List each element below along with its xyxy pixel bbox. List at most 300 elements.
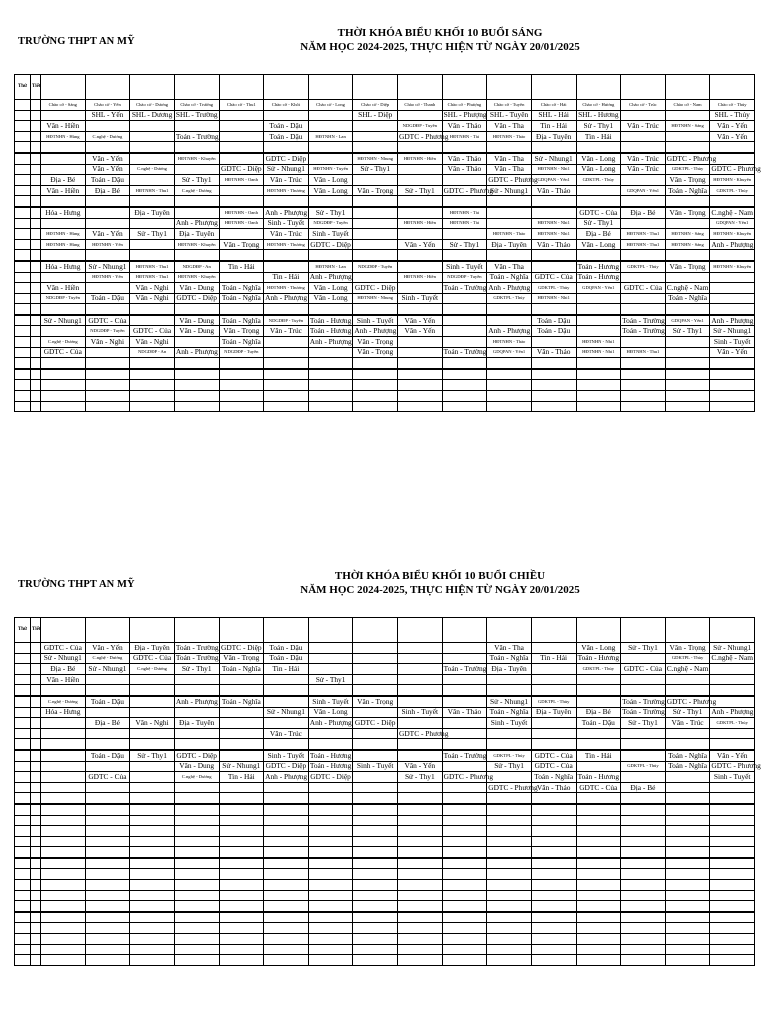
class-column-header (576, 75, 621, 100)
schedule-cell (308, 196, 353, 207)
schedule-cell (665, 218, 710, 229)
schedule-cell (219, 826, 264, 837)
schedule-cell (130, 912, 175, 923)
schedule-cell (398, 718, 443, 729)
schedule-cell: HĐTNHN - Oanh (219, 218, 264, 229)
schedule-cell (531, 880, 576, 891)
schedule-cell (621, 391, 666, 402)
schedule-cell (398, 164, 443, 175)
schedule-cell (85, 912, 130, 923)
schedule-cell (174, 358, 219, 369)
day-cell (15, 718, 31, 729)
schedule-cell: C.nghệ - Dương (85, 131, 130, 142)
schedule-cell (41, 793, 86, 804)
schedule-cell (264, 858, 309, 869)
schedule-cell (531, 739, 576, 750)
schedule-cell: GDTC - Của (85, 315, 130, 326)
schedule-cell (442, 815, 487, 826)
table-row (15, 315, 755, 326)
schedule-cell (487, 836, 532, 847)
schedule-cell: HĐTNHN - Lan (308, 261, 353, 272)
schedule-cell: HĐTNHN - Thương (264, 283, 309, 294)
schedule-cell (174, 944, 219, 955)
schedule-cell (442, 901, 487, 912)
schedule-cell (219, 739, 264, 750)
period-cell (31, 847, 41, 858)
schedule-cell (531, 207, 576, 218)
schedule-cell: Địa - Bé (41, 664, 86, 675)
schedule-cell: GDTC - Diệp (220, 642, 262, 652)
schedule-cell (576, 826, 621, 837)
schedule-cell (442, 858, 487, 869)
schedule-cell: Chào cờ - Trúc (621, 100, 666, 111)
schedule-cell: HĐTNHN - Hùng (41, 131, 86, 142)
schedule-cell: GDKTPL - Thủy (665, 164, 710, 175)
schedule-cell (710, 955, 755, 966)
schedule-cell: Anh - Phượng (309, 336, 352, 346)
schedule-cell (576, 955, 621, 966)
title-line-2: NĂM HỌC 2024-2025, THỰC HIỆN TỪ NGÀY 20/01/2025 (300, 41, 580, 53)
schedule-cell: Văn - Trúc (621, 164, 666, 175)
schedule-cell (398, 664, 443, 675)
schedule-cell: Toán - Nghĩa (665, 185, 710, 196)
schedule-cell (41, 110, 86, 121)
schedule-cell (130, 944, 175, 955)
schedule-cell (264, 826, 309, 837)
schedule-cell: Toán - Trường (175, 653, 219, 663)
schedule-cell (85, 955, 130, 966)
table-row (15, 728, 755, 739)
schedule-cell (264, 685, 309, 696)
class-column-header (531, 618, 576, 643)
schedule-cell (710, 923, 755, 934)
schedule-cell (219, 391, 264, 402)
class-column-header (442, 75, 487, 100)
schedule-cell: GDTC - Của (621, 664, 666, 675)
schedule-cell (85, 304, 130, 315)
table-row (15, 912, 755, 923)
schedule-cell (85, 142, 130, 153)
schedule-cell (130, 401, 175, 412)
schedule-cell (219, 674, 264, 685)
schedule-cell: Toán - Hương (309, 761, 352, 771)
schedule-cell (41, 164, 86, 175)
schedule-cell (41, 391, 86, 402)
period-cell (31, 196, 41, 207)
schedule-cell (531, 826, 576, 837)
table-row (15, 858, 755, 869)
schedule-cell (219, 934, 264, 945)
schedule-cell (85, 847, 130, 858)
schedule-cell (621, 901, 666, 912)
day-cell (15, 164, 31, 175)
schedule-cell (353, 358, 398, 369)
schedule-cell (41, 955, 86, 966)
table-row (15, 347, 755, 358)
schedule-cell: Văn - Trọng (353, 337, 398, 348)
schedule-cell (264, 890, 309, 901)
schedule-cell: HĐTNHN - Thu1 (621, 347, 666, 358)
schedule-cell (219, 793, 264, 804)
schedule-cell: Sử - Nhung1 (41, 315, 86, 326)
schedule-cell: Toán - Nghĩa (219, 315, 264, 326)
day-cell (15, 326, 31, 337)
schedule-cell (665, 934, 710, 945)
schedule-cell: GDQPAN - Yến1 (621, 185, 666, 196)
schedule-cell (85, 815, 130, 826)
schedule-cell: Địa - Tuyên (174, 718, 219, 729)
schedule-cell (41, 815, 86, 826)
schedule-cell (531, 815, 576, 826)
schedule-cell: GDQPAN - Yến1 (576, 283, 621, 294)
schedule-cell (442, 326, 487, 337)
table-row (15, 164, 755, 175)
schedule-cell (398, 304, 443, 315)
schedule-cell (710, 944, 755, 955)
schedule-cell (353, 934, 398, 945)
table-row (15, 674, 755, 685)
schedule-cell: HĐTNHN - Oanh (219, 207, 264, 218)
table-row (15, 696, 755, 707)
schedule-cell (85, 739, 130, 750)
schedule-cell (621, 890, 666, 901)
schedule-cell: Toán - Trường (622, 707, 665, 717)
schedule-cell: C.nghệ - Nam (711, 207, 754, 217)
schedule-cell: Văn - Long (308, 283, 353, 294)
schedule-cell: Văn - Yến (85, 229, 130, 240)
class-column-header (353, 618, 398, 643)
schedule-cell: NDGDĐP - Tuyền (219, 347, 264, 358)
schedule-cell (264, 304, 309, 315)
schedule-cell: HĐTNHN - Hiền (398, 272, 443, 283)
schedule-cell (85, 380, 130, 391)
schedule-cell (487, 901, 532, 912)
schedule-cell (264, 674, 309, 685)
day-cell (15, 912, 31, 923)
schedule-cell (442, 315, 487, 326)
schedule-cell (264, 782, 309, 793)
schedule-cell (353, 218, 398, 229)
day-cell (15, 131, 31, 142)
schedule-cell (665, 380, 710, 391)
schedule-cell: Toán - Hương (577, 272, 620, 282)
schedule-cell (130, 358, 175, 369)
schedule-cell (130, 955, 175, 966)
day-column-header: Thứ (15, 618, 31, 643)
schedule-cell (621, 293, 666, 304)
schedule-cell (665, 869, 710, 880)
schedule-cell (130, 772, 175, 783)
schedule-cell: Văn - Nghi (85, 337, 130, 348)
schedule-cell: Sử - Nhung1 (85, 261, 130, 272)
schedule-cell (219, 815, 264, 826)
schedule-cell (398, 283, 443, 294)
schedule-cell: Sử - Nhung1 (710, 643, 755, 654)
schedule-cell (308, 826, 353, 837)
schedule-cell (398, 793, 443, 804)
schedule-cell (531, 196, 576, 207)
schedule-cell: Toán - Nghĩa (487, 272, 532, 283)
schedule-cell (219, 782, 264, 793)
schedule-cell: Địa - Tuyên (531, 131, 576, 142)
schedule-cell (531, 664, 576, 675)
schedule-cell (442, 793, 487, 804)
schedule-cell (219, 380, 264, 391)
schedule-cell: Địa - Tuyên (531, 707, 576, 718)
schedule-cell (264, 347, 309, 358)
schedule-cell (353, 772, 398, 783)
schedule-cell (353, 901, 398, 912)
schedule-cell (85, 685, 130, 696)
day-cell (15, 955, 31, 966)
schedule-cell (398, 674, 443, 685)
schedule-cell: Tin - Hải (264, 272, 309, 283)
schedule-cell (398, 912, 443, 923)
schedule-cell (665, 391, 710, 402)
schedule-cell: Toán - Nghĩa (487, 707, 532, 718)
day-cell (15, 815, 31, 826)
schedule-cell: Văn - Yến (85, 153, 130, 164)
schedule-cell (174, 196, 219, 207)
table-row (15, 923, 755, 934)
schedule-cell (576, 836, 621, 847)
schedule-cell: Văn - Hiền (41, 185, 86, 196)
schedule-cell (398, 369, 443, 380)
schedule-cell (85, 121, 130, 132)
schedule-cell: Chào cờ - Hương (576, 100, 621, 111)
period-cell (31, 923, 41, 934)
schedule-cell (41, 804, 86, 815)
schedule-cell (398, 858, 443, 869)
schedule-cell: HĐTNHN - Hùng (41, 229, 86, 240)
schedule-cell (576, 401, 621, 412)
schedule-cell (41, 944, 86, 955)
schedule-cell: Chào cờ - Dương (130, 100, 175, 111)
schedule-cell (710, 369, 755, 380)
class-column-header (621, 618, 666, 643)
table-row (15, 272, 755, 283)
schedule-cell (576, 380, 621, 391)
schedule-cell (576, 326, 621, 337)
schedule-cell: HĐTNHN - Khuyên (174, 153, 219, 164)
schedule-cell (442, 401, 487, 412)
schedule-cell (576, 293, 621, 304)
schedule-cell (398, 401, 443, 412)
schedule-cell (665, 858, 710, 869)
schedule-cell: Anh - Phượng (265, 207, 308, 217)
schedule-cell: Sử - Thy1 (621, 718, 666, 729)
schedule-cell (621, 142, 666, 153)
schedule-cell: GDTC - Diệp (176, 750, 218, 760)
day-cell (15, 239, 31, 250)
schedule-cell (308, 401, 353, 412)
period-cell (31, 728, 41, 739)
schedule-cell (264, 401, 309, 412)
schedule-cell (264, 934, 309, 945)
schedule-cell (442, 391, 487, 402)
schedule-cell (442, 923, 487, 934)
schedule-cell (442, 196, 487, 207)
schedule-cell (710, 685, 755, 696)
schedule-cell: GDTC - Của (41, 347, 86, 358)
schedule-cell (398, 815, 443, 826)
schedule-cell: Toán - Trường (175, 642, 219, 652)
schedule-cell (308, 923, 353, 934)
schedule-cell: NDGDĐP - Tuyền (308, 218, 353, 229)
schedule-cell: Văn - Thảo (531, 185, 576, 196)
schedule-cell (130, 315, 175, 326)
schedule-cell: Toán - Dậu (264, 131, 309, 142)
schedule-cell (174, 391, 219, 402)
schedule-cell (85, 944, 130, 955)
schedule-cell: HĐTNHN - Hùng (41, 239, 86, 250)
schedule-cell: Toán - Hương (309, 326, 352, 336)
class-column-header (665, 75, 710, 100)
schedule-cell: HĐTNHN - Thương (264, 239, 309, 250)
schedule-cell (576, 793, 621, 804)
schedule-cell: C.nghệ - Nam (666, 663, 709, 673)
schedule-cell (665, 890, 710, 901)
period-cell (31, 880, 41, 891)
schedule-cell (710, 142, 755, 153)
schedule-cell: Văn - Trọng (353, 696, 398, 707)
schedule-cell (621, 131, 666, 142)
schedule-cell: HĐTNHN - Thảo (487, 337, 532, 348)
schedule-cell (442, 293, 487, 304)
schedule-cell: Toán - Nghĩa (219, 696, 264, 707)
schedule-cell: Sử - Nhung1 (264, 707, 309, 718)
schedule-cell (621, 934, 666, 945)
schedule-cell: Sinh - Tuyết (487, 718, 532, 729)
schedule-cell: Sử - Nhung1 (219, 761, 264, 772)
table-row (15, 110, 755, 121)
period-cell (31, 369, 41, 380)
schedule-cell (85, 880, 130, 891)
schedule-cell (85, 890, 130, 901)
schedule-cell: Chào cờ - Thanh (398, 100, 443, 111)
schedule-cell (576, 674, 621, 685)
schedule-cell (264, 815, 309, 826)
period-cell (31, 739, 41, 750)
schedule-cell (665, 880, 710, 891)
schedule-cell: HĐTNHN - Khuyên (710, 229, 755, 240)
schedule-cell (398, 923, 443, 934)
period-column-header: Tiết (31, 75, 41, 100)
schedule-cell: Toán - Nghĩa (219, 664, 264, 675)
schedule-cell (576, 869, 621, 880)
schedule-cell (219, 728, 264, 739)
schedule-cell (308, 782, 353, 793)
schedule-cell (41, 718, 86, 729)
schedule-cell: Văn - Thảo (442, 707, 487, 718)
schedule-cell: Anh - Phượng (265, 771, 308, 781)
schedule-cell (85, 793, 130, 804)
schedule-cell (531, 869, 576, 880)
schedule-cell (621, 272, 666, 283)
period-cell (31, 793, 41, 804)
schedule-cell (353, 643, 398, 654)
schedule-cell: SHL - Tuyên (487, 110, 532, 121)
schedule-cell (85, 934, 130, 945)
schedule-cell: Sử - Thy1 (487, 761, 532, 772)
schedule-cell: Văn - Trọng (665, 261, 710, 272)
schedule-cell (398, 229, 443, 240)
schedule-cell (621, 869, 666, 880)
class-column-header (264, 75, 309, 100)
schedule-cell: GDKTPL - Thủy (487, 750, 532, 761)
period-cell (31, 804, 41, 815)
schedule-cell: Sử - Thy1 (576, 218, 621, 229)
schedule-cell (353, 239, 398, 250)
schedule-cell: HĐTNHN - Sáng (665, 121, 710, 132)
schedule-cell (130, 923, 175, 934)
schedule-cell (219, 707, 264, 718)
schedule-cell (621, 653, 666, 664)
schedule-cell: GDKTPL - Thủy (621, 761, 666, 772)
schedule-cell (130, 804, 175, 815)
schedule-cell: Sử - Thy1 (174, 664, 219, 675)
day-cell (15, 229, 31, 240)
schedule-cell: Văn - Yến (398, 761, 443, 772)
day-cell (15, 369, 31, 380)
schedule-cell: Văn - Tha (487, 153, 532, 164)
schedule-cell (174, 869, 219, 880)
schedule-cell (308, 815, 353, 826)
schedule-cell: HĐTNHN - Khuyên (174, 239, 219, 250)
class-column-header (130, 618, 175, 643)
schedule-cell (85, 782, 130, 793)
period-cell (31, 901, 41, 912)
schedule-cell (576, 196, 621, 207)
schedule-cell: Văn - Nghi (130, 283, 175, 294)
day-cell (15, 696, 31, 707)
table-row (15, 685, 755, 696)
schedule-cell (710, 847, 755, 858)
schedule-cell: GDQPAN - Yến1 (531, 175, 576, 186)
table-row (15, 869, 755, 880)
schedule-cell: Sử - Thy1 (665, 326, 710, 337)
period-cell (31, 142, 41, 153)
period-cell (31, 250, 41, 261)
schedule-cell (487, 401, 532, 412)
schedule-cell (174, 250, 219, 261)
schedule-cell (41, 153, 86, 164)
schedule-cell: Văn - Trọng (665, 643, 710, 654)
schedule-cell: Văn - Thảo (531, 347, 576, 358)
schedule-cell (398, 869, 443, 880)
schedule-cell (621, 847, 666, 858)
class-column-header (41, 75, 86, 100)
schedule-cell (219, 847, 264, 858)
schedule-cell: HĐTNHN - Thu1 (621, 229, 666, 240)
morning-timetable (14, 74, 761, 412)
schedule-cell (487, 858, 532, 869)
schedule-cell (442, 944, 487, 955)
period-cell (31, 826, 41, 837)
schedule-cell (531, 793, 576, 804)
schedule-cell (442, 142, 487, 153)
period-cell (31, 100, 41, 111)
schedule-cell (710, 153, 755, 164)
schedule-cell (487, 869, 532, 880)
schedule-cell (576, 901, 621, 912)
schedule-cell (353, 890, 398, 901)
schedule-cell (219, 358, 264, 369)
schedule-cell: Sử - Thy1 (398, 772, 443, 783)
schedule-cell (308, 369, 353, 380)
schedule-cell: Văn - Long (308, 707, 353, 718)
schedule-cell (487, 315, 532, 326)
